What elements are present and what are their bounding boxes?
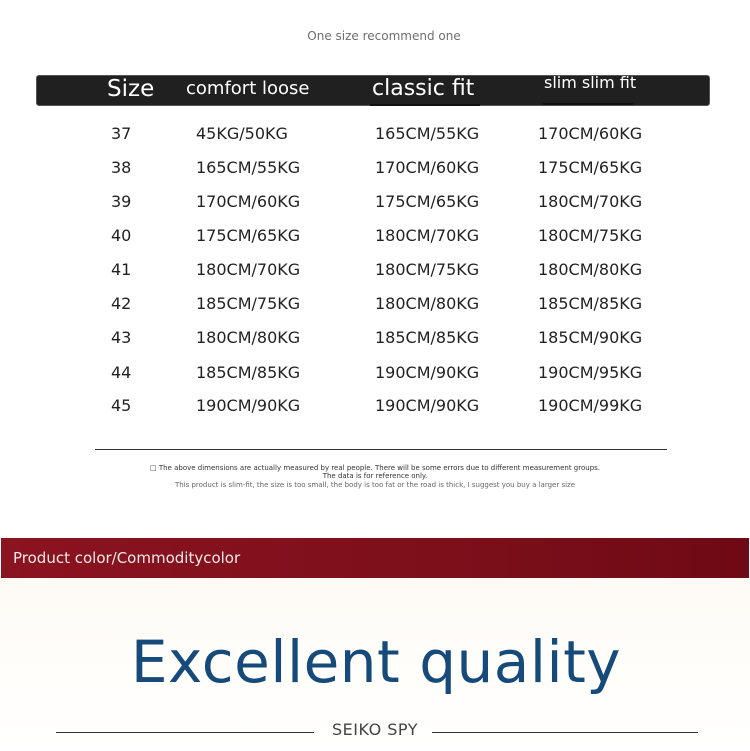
comfort-loose-cell: 180CM/70KG [196, 260, 301, 279]
slim-fit-cell: 180CM/75KG [538, 226, 643, 245]
measurement-disclaimer: □ The above dimensions are actually measured by real people. There will be some errors due to different measurement groups. The data is for reference only. [150, 464, 601, 480]
comfort-loose-cell: 180CM/80KG [196, 328, 301, 347]
classic-fit-cell: 170CM/60KG [375, 158, 480, 177]
header-underline [370, 104, 480, 106]
size-cell: 41 [111, 260, 132, 279]
header-underline [543, 103, 633, 105]
size-cell: 37 [111, 124, 132, 143]
comfort-loose-cell: 175CM/65KG [196, 226, 301, 245]
slim-fit-cell: 185CM/85KG [538, 294, 643, 313]
product-color-label: Product color/Commoditycolor [13, 549, 241, 567]
quality-headline: Excellent quality [130, 628, 622, 696]
size-cell: 43 [111, 328, 132, 347]
measurement-notes [150, 464, 600, 490]
table-row [0, 363, 750, 397]
brand-divider-left [56, 732, 314, 733]
size-cell: 45 [111, 396, 132, 415]
classic-fit-cell: 190CM/90KG [375, 363, 480, 382]
brand-name: SEIKO SPY [331, 720, 418, 739]
size-cell: 44 [111, 363, 132, 382]
comfort-loose-cell: 190CM/90KG [196, 396, 301, 415]
slim-fit-cell: 190CM/95KG [538, 363, 643, 382]
slim-fit-cell: 185CM/90KG [538, 328, 643, 347]
slim-fit-cell: 190CM/99KG [538, 396, 643, 415]
size-cell: 39 [111, 192, 132, 211]
table-row [0, 328, 750, 362]
header-classic-fit: classic fit [372, 76, 475, 101]
size-recommendation-subtitle: One size recommend one [307, 29, 461, 43]
product-color-banner [1, 538, 749, 578]
comfort-loose-cell: 185CM/85KG [196, 363, 301, 382]
size-table-header [36, 75, 710, 106]
slim-fit-cell: 180CM/80KG [538, 260, 643, 279]
classic-fit-cell: 165CM/55KG [375, 124, 480, 143]
classic-fit-cell: 175CM/65KG [375, 192, 480, 211]
comfort-loose-cell: 165CM/55KG [196, 158, 301, 177]
classic-fit-cell: 190CM/90KG [375, 396, 480, 415]
classic-fit-cell: 180CM/70KG [375, 226, 480, 245]
table-row [0, 192, 750, 226]
table-row [0, 294, 750, 328]
classic-fit-cell: 180CM/75KG [375, 260, 480, 279]
slim-fit-cell: 175CM/65KG [538, 158, 643, 177]
brand-divider-right [432, 732, 698, 733]
size-cell: 42 [111, 294, 132, 313]
table-row [0, 260, 750, 294]
header-slim-fit: slim slim fit [544, 73, 637, 92]
sizing-advice: This product is slim-fit, the size is too small, the body is too fat or the road is thick, I suggest you buy a larger size [174, 481, 576, 489]
table-divider [95, 449, 667, 450]
slim-fit-cell: 170CM/60KG [538, 124, 643, 143]
table-row [0, 124, 750, 158]
slim-fit-cell: 180CM/70KG [538, 192, 643, 211]
size-cell: 40 [111, 226, 132, 245]
comfort-loose-cell: 170CM/60KG [196, 192, 301, 211]
classic-fit-cell: 180CM/80KG [375, 294, 480, 313]
table-row [0, 158, 750, 192]
header-comfort-loose: comfort loose [186, 78, 310, 99]
comfort-loose-cell: 185CM/75KG [196, 294, 301, 313]
table-row [0, 396, 750, 430]
size-cell: 38 [111, 158, 132, 177]
comfort-loose-cell: 45KG/50KG [196, 124, 288, 143]
classic-fit-cell: 185CM/85KG [375, 328, 480, 347]
header-size: Size [107, 76, 155, 102]
table-row [0, 226, 750, 260]
